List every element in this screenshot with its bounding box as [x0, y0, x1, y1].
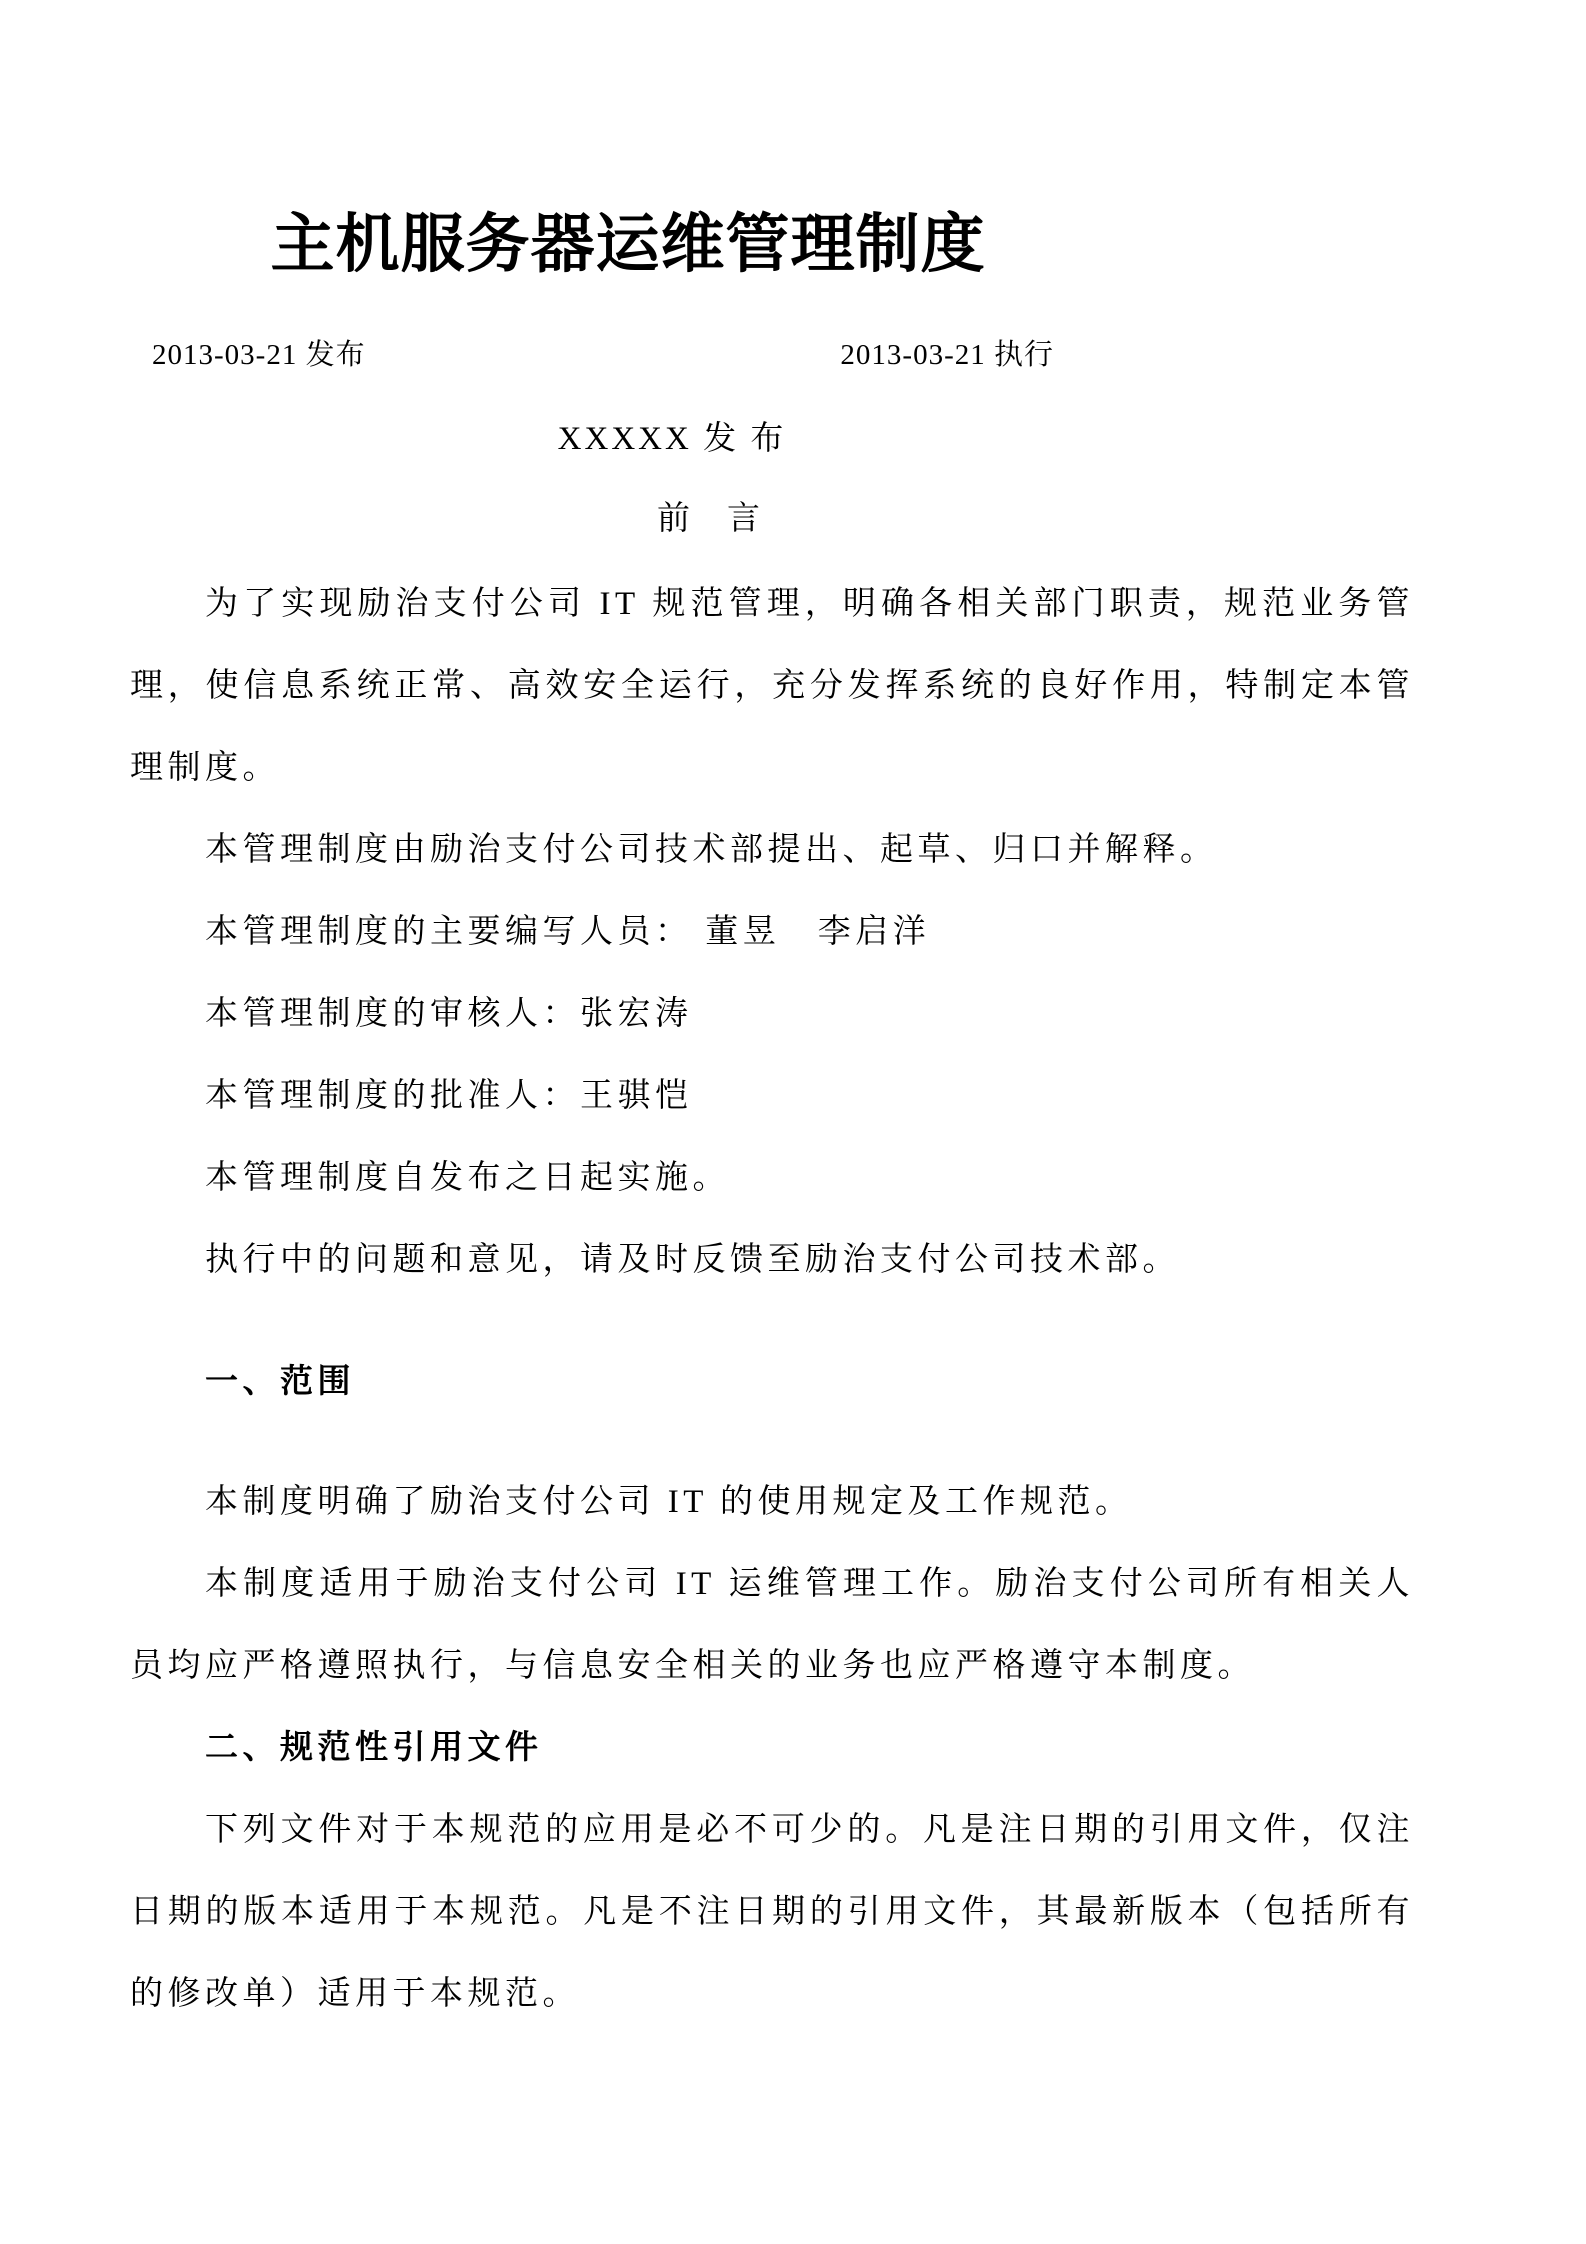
release-date-label: 2013-03-21 发布: [152, 339, 366, 371]
body-paragraph: 本制度明确了励治支付公司 IT 的使用规定及工作规范。: [205, 1484, 1133, 1520]
section-heading-normative-references: 二、规范性引用文件: [205, 1730, 543, 1766]
body-paragraph: 下列文件对于本规范的应用是必不可少的。凡是注日期的引用文件，仅注日期的版本适用于本规范。凡是不注日期的引用文件，其最新版本（包括所有的修改单）适用于本规范。: [130, 1812, 1414, 2012]
execute-date-label: 2013-03-21 执行: [840, 339, 1054, 371]
publisher-line: XXXXX 发 布: [557, 421, 787, 457]
preface-paragraph-reviewer: 本管理制度的审核人：张宏涛: [205, 996, 693, 1032]
preface-paragraph: 本管理制度自发布之日起实施。: [205, 1160, 730, 1196]
document-title: 主机服务器运维管理制度: [270, 209, 986, 280]
preface-paragraph: 执行中的问题和意见，请及时反馈至励治支付公司技术部。: [205, 1242, 1180, 1278]
preface-paragraph: 为了实现励治支付公司 IT 规范管理，明确各相关部门职责，规范业务管理，使信息系统正常、高效安全运行，充分发挥系统的良好作用，特制定本管理制度。: [130, 586, 1414, 786]
preface-paragraph-approver: 本管理制度的批准人：王骐恺: [205, 1078, 693, 1114]
preface-paragraph: 本管理制度由励治支付公司技术部提出、起草、归口并解释。: [205, 832, 1218, 868]
document-body: [130, 563, 1414, 2035]
body-paragraph: 本制度适用于励治支付公司 IT 运维管理工作。励治支付公司所有相关人员均应严格遵照执行，与信息安全相关的业务也应严格遵守本制度。: [130, 1566, 1414, 1684]
preface-heading: 前 言: [657, 501, 762, 537]
date-row: [130, 337, 1414, 373]
preface-paragraph-authors: 本管理制度的主要编写人员： 董昱 李启洋: [205, 914, 931, 950]
section-heading-scope: 一、范围: [205, 1364, 355, 1400]
